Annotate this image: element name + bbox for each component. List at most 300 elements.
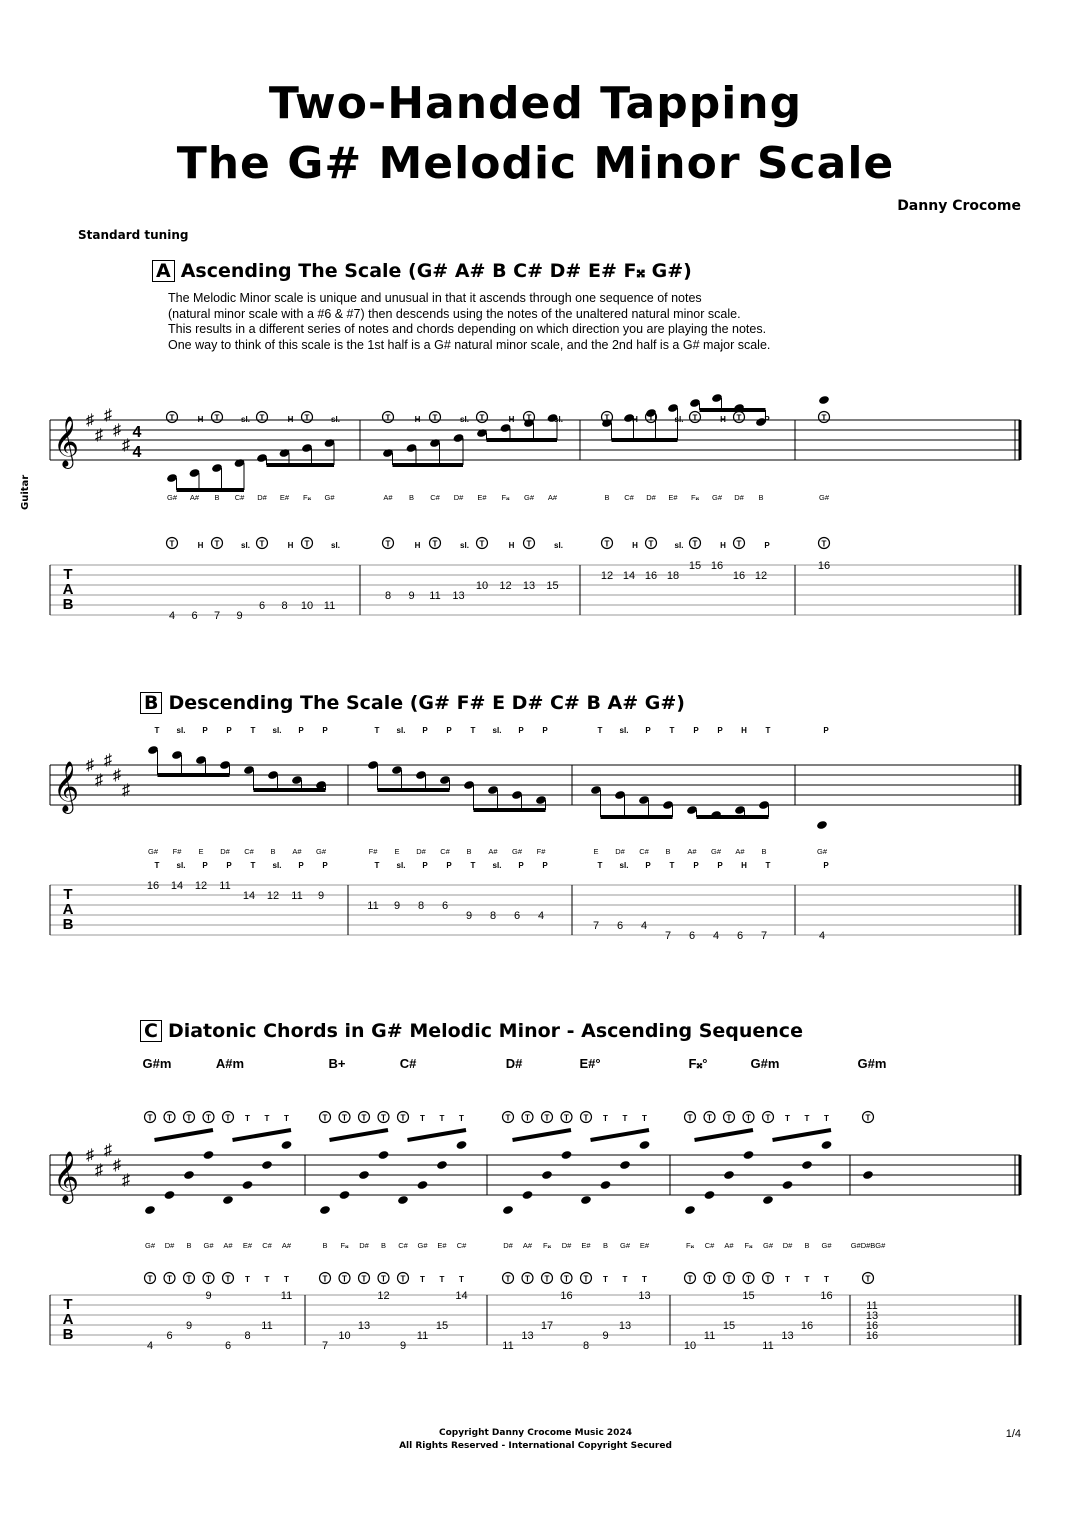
technique-label: T (284, 1275, 289, 1284)
note-name-label: F𝄪 (691, 493, 699, 502)
tab-fret-number: 16 (800, 1320, 814, 1332)
tap-icon: T (648, 539, 654, 549)
staff-b-notehead (816, 820, 828, 830)
note-name-label: G# (166, 493, 178, 502)
tap-icon: T (736, 539, 742, 549)
technique-label: T (824, 1114, 829, 1123)
technique-label: T (264, 1275, 270, 1284)
technique-label: T (374, 861, 380, 870)
staff-c-notehead (704, 1190, 716, 1200)
tab-fret-number: 6 (513, 910, 521, 922)
note-name-label: F𝄪 (744, 1241, 753, 1250)
tab-fret-number: 10 (300, 600, 314, 612)
key-sharp-icon: ♯ (122, 782, 130, 799)
staff-c-notehead (222, 1195, 234, 1205)
tab-fret-number: 6 (191, 610, 198, 622)
staff-c-notehead (639, 1140, 651, 1150)
key-sharp-icon: ♯ (95, 772, 103, 789)
staff-c-notehead (203, 1150, 215, 1160)
technique-label: T (642, 1275, 647, 1284)
note-name-label: F𝄪 (340, 1241, 349, 1250)
note-name-label: E# (581, 1241, 591, 1250)
key-sharp-icon: ♯ (113, 767, 121, 784)
note-name-label: F𝄪 (543, 1241, 551, 1250)
tap-icon: T (544, 1113, 550, 1123)
tap-icon: T (865, 1113, 871, 1123)
key-sharp-icon: ♯ (104, 1142, 112, 1159)
staff-c-notehead (397, 1195, 409, 1205)
note-name-label: D# (734, 493, 744, 502)
staff-c-notehead (723, 1170, 735, 1180)
tab-fret-number: 15 (688, 560, 702, 572)
technique-label: H (197, 415, 204, 424)
technique-label: sl. (554, 541, 563, 550)
technique-label: H (741, 861, 747, 870)
note-name-label: G#D#BG# (850, 1241, 886, 1250)
note-name-label: C# (244, 847, 254, 856)
tab-fret-number: 12 (754, 570, 768, 582)
tab-fret-number: 14 (455, 1290, 468, 1302)
key-sharp-icon: ♯ (86, 412, 94, 429)
technique-label: T (785, 1114, 790, 1123)
page-number: 1/4 (1005, 1428, 1021, 1440)
technique-label: T (245, 1114, 250, 1123)
tab-clef-letter: T (63, 566, 73, 583)
technique-label: P (422, 726, 428, 735)
tab-clef-letter: T (63, 886, 73, 903)
tab-fret-number: 6 (166, 1330, 173, 1342)
technique-label: T (597, 726, 603, 735)
description-line: One way to think of this scale is the 1st half is a G# natural minor scale, and the 2nd half is a G# major scale. (168, 337, 771, 352)
technique-label: P (693, 861, 699, 870)
tab-fret-number: 12 (377, 1290, 390, 1302)
tap-icon: T (225, 1274, 231, 1284)
note-name-label: D# (561, 1241, 572, 1250)
tab-fret-number: 7 (213, 610, 221, 622)
staff-c-notehead (801, 1160, 813, 1170)
tap-icon: T (525, 1113, 530, 1123)
description-line: This results in a different series of notes and chords depending on which direction you are playing the notes. (168, 322, 767, 336)
tab-fret-number: 16 (146, 880, 160, 892)
chord-symbol: C# (399, 1056, 417, 1071)
technique-label: T (804, 1114, 810, 1123)
chord-symbol: A#m (215, 1056, 245, 1071)
tab-fret-number: 16 (732, 570, 746, 582)
note-name-label: A# (281, 1241, 292, 1250)
note-name-label: C# (440, 847, 450, 856)
tab-fret-number: 4 (712, 930, 720, 942)
note-name-label: A# (522, 1241, 533, 1250)
note-name-label: F# (368, 847, 378, 856)
note-name-label: B (804, 1241, 810, 1250)
technique-label: P (298, 726, 304, 735)
note-name-label: C# (398, 1241, 408, 1250)
note-name-label: F# (536, 847, 546, 856)
tap-icon: T (765, 1113, 771, 1123)
tap-icon: T (322, 1274, 328, 1284)
tap-icon: T (604, 413, 610, 423)
tap-icon: T (304, 413, 310, 423)
tap-icon: T (206, 1113, 211, 1123)
tap-icon: T (304, 539, 310, 549)
tap-icon: T (526, 413, 532, 423)
staff-c-notehead (378, 1150, 390, 1160)
tab-fret-number: 16 (820, 1290, 833, 1302)
key-sharp-icon: ♯ (86, 757, 94, 774)
technique-label: H (741, 726, 747, 735)
tap-icon: T (821, 413, 827, 423)
tap-icon: T (525, 1274, 530, 1284)
technique-label: T (597, 861, 603, 870)
note-name-label: A# (735, 847, 745, 856)
tab-fret-number: 13 (357, 1320, 371, 1332)
tap-icon: T (385, 413, 391, 423)
technique-label: P (202, 726, 208, 735)
tap-icon: T (564, 1113, 569, 1123)
tab-fret-number: 11 (280, 1290, 293, 1302)
technique-label: T (603, 1275, 608, 1284)
staff-c-notehead (436, 1160, 448, 1170)
technique-label: T (824, 1275, 829, 1284)
note-name-label: D# (220, 847, 230, 856)
note-name-label: C# (234, 493, 245, 502)
technique-label: P (202, 861, 208, 870)
tab-fret-number: 12 (266, 890, 280, 902)
tap-icon: T (385, 539, 391, 549)
tap-icon: T (604, 539, 610, 549)
tab-fret-number: 6 (441, 900, 449, 912)
time-signature-top: 4 (132, 424, 142, 441)
technique-label: T (470, 861, 476, 870)
note-name-label: C# (430, 493, 440, 502)
staff-c-notehead (358, 1170, 370, 1180)
tab-fret-number: 13 (452, 590, 465, 602)
note-name-label: B (322, 1241, 328, 1250)
tab-fret-number: 10 (683, 1340, 697, 1352)
note-name-label: G# (417, 1241, 428, 1250)
note-name-label: E (394, 847, 400, 856)
staff-c-beam (773, 1130, 832, 1140)
tab-fret-number: 15 (435, 1320, 449, 1332)
tab-fret-number: 16 (644, 570, 658, 582)
note-name-label: A# (724, 1241, 734, 1250)
tab-fret-number: 14 (170, 880, 184, 892)
tab-fret-number: 11 (502, 1340, 514, 1352)
technique-label: sl. (460, 415, 469, 424)
tab-fret-number: 4 (168, 610, 176, 622)
tab-fret-number: 11 (866, 1300, 878, 1312)
technique-label: T (785, 1275, 790, 1284)
tab-fret-number: 7 (760, 930, 768, 942)
technique-label: T (669, 861, 675, 870)
technique-label: sl. (619, 726, 629, 735)
note-name-label: G# (511, 847, 523, 856)
technique-label: sl. (674, 415, 684, 424)
chord-symbol: D# (505, 1056, 523, 1071)
key-sharp-icon: ♯ (95, 427, 103, 444)
technique-label: P (717, 726, 723, 735)
technique-label: T (603, 1114, 608, 1123)
tab-clef-letter: A (62, 1311, 74, 1328)
chord-symbol: G#m (750, 1056, 780, 1071)
note-name-label: E (593, 847, 599, 856)
tab-fret-number: 7 (321, 1340, 329, 1352)
tap-icon: T (544, 1274, 550, 1284)
note-name-label: G# (762, 1241, 774, 1250)
tab-fret-number: 14 (622, 570, 636, 582)
tap-icon: T (186, 1113, 192, 1123)
note-name-label: C# (704, 1241, 715, 1250)
title-line-2: The G# Melodic Minor Scale (176, 138, 895, 189)
composer: Danny Crocome (897, 198, 1021, 214)
tap-icon: T (726, 1274, 732, 1284)
technique-label: H (632, 541, 638, 550)
staff-c-notehead (242, 1180, 254, 1190)
tab-fret-number: 13 (781, 1330, 794, 1342)
note-name-label: D# (646, 493, 656, 502)
tab-fret-number: 12 (194, 880, 208, 892)
staff-c-notehead (862, 1170, 874, 1180)
staff-c-notehead (281, 1140, 293, 1150)
tab-fret-number: 13 (522, 580, 536, 592)
note-name-label: B (758, 493, 764, 502)
technique-label: sl. (619, 861, 629, 870)
note-name-label: G# (619, 1241, 631, 1250)
note-name-label: A# (292, 847, 302, 856)
tab-fret-number: 4 (146, 1340, 154, 1352)
technique-label: P (422, 861, 428, 870)
technique-label: H (508, 415, 515, 424)
tap-icon: T (707, 1274, 712, 1284)
tab-fret-number: 16 (560, 1290, 573, 1302)
technique-label: sl. (241, 541, 250, 550)
staff-c-notehead (600, 1180, 612, 1190)
tab-fret-number: 16 (865, 1330, 879, 1342)
tap-icon: T (167, 1274, 172, 1284)
note-name-label: A# (488, 847, 498, 856)
tab-fret-number: 8 (244, 1330, 251, 1342)
technique-label: P (764, 415, 770, 424)
section-c-title: Diatonic Chords in G# Melodic Minor - Ascending Sequence (167, 1020, 803, 1042)
technique-label: T (439, 1275, 445, 1284)
tab-clef-letter: A (62, 581, 74, 598)
note-name-label: F𝄪 (501, 493, 510, 502)
staff-c-notehead (743, 1150, 755, 1160)
tap-icon: T (147, 1113, 153, 1123)
tap-icon: T (583, 1113, 589, 1123)
staff-c-beam (591, 1130, 650, 1140)
note-name-label: D# (416, 847, 426, 856)
technique-label: P (645, 726, 651, 735)
note-name-label: G# (315, 847, 327, 856)
tab-fret-number: 15 (546, 580, 559, 592)
note-name-label: B (270, 847, 276, 856)
tab-fret-number: 8 (281, 600, 288, 612)
tap-icon: T (746, 1113, 751, 1123)
tab-fret-number: 4 (537, 910, 545, 922)
tab-fret-number: 8 (582, 1340, 590, 1352)
tab-fret-number: 11 (323, 600, 336, 612)
note-name-label: G# (710, 847, 722, 856)
technique-label: P (322, 726, 328, 735)
tap-icon: T (400, 1113, 406, 1123)
staff-c-notehead (619, 1160, 631, 1170)
note-name-label: E# (477, 493, 487, 502)
description-line: (natural minor scale with a #6 & #7) then descends using the notes of the unaltered natural minor scale. (168, 306, 741, 321)
tab-fret-number: 9 (465, 910, 473, 922)
tap-icon: T (169, 539, 175, 549)
description-line: The Melodic Minor scale is unique and unusual in that it ascends through one sequence of notes (168, 291, 702, 305)
technique-label: T (250, 726, 256, 735)
chord-symbol: F𝄪° (688, 1056, 708, 1071)
note-name-label: D# (257, 493, 267, 502)
staff-c-beam (408, 1130, 467, 1140)
technique-label: T (154, 861, 160, 870)
staff-c-notehead (541, 1170, 553, 1180)
staff-c-notehead (456, 1140, 468, 1150)
technique-label: P (764, 541, 770, 550)
note-name-label: G# (324, 493, 335, 502)
tap-icon: T (259, 413, 265, 423)
technique-label: P (446, 861, 452, 870)
tab-fret-number: 9 (205, 1290, 212, 1302)
copyright: Copyright Danny Crocome Music 2024 (439, 1428, 632, 1438)
tab-fret-number: 4 (640, 920, 648, 932)
tap-icon: T (342, 1274, 347, 1284)
tab-fret-number: 9 (408, 590, 415, 602)
note-name-label: A# (223, 1241, 233, 1250)
note-name-label: E# (242, 1241, 253, 1250)
tap-icon: T (746, 1274, 751, 1284)
key-sharp-icon: ♯ (104, 407, 112, 424)
tab-fret-number: 6 (258, 600, 266, 612)
tap-icon: T (381, 1274, 386, 1284)
note-name-label: G# (203, 1241, 214, 1250)
key-sharp-icon: ♯ (122, 1172, 130, 1189)
tab-fret-number: 8 (384, 590, 392, 602)
chord-symbol: G#m (142, 1056, 172, 1071)
technique-label: P (645, 861, 651, 870)
tap-icon: T (225, 1113, 231, 1123)
staff-c-beam (330, 1130, 389, 1140)
note-name-label: G# (523, 493, 535, 502)
note-name-label: G# (711, 493, 723, 502)
tap-icon: T (432, 413, 438, 423)
tap-icon: T (692, 413, 698, 423)
instrument-label: Guitar (20, 474, 31, 510)
staff-c-notehead (417, 1180, 429, 1190)
tab-fret-number: 12 (600, 570, 614, 582)
note-name-label: G# (818, 493, 830, 502)
technique-label: H (632, 415, 638, 424)
staff-c-notehead (144, 1205, 156, 1215)
chord-symbol: E#° (579, 1056, 601, 1071)
technique-label: T (284, 1114, 289, 1123)
section-a-title: Ascending The Scale (G# A# B C# D# E# F𝄪 G#) (180, 260, 692, 282)
section-b-letter: B (140, 692, 162, 714)
tab-fret-number: 13 (618, 1320, 632, 1332)
tap-icon: T (167, 1113, 172, 1123)
technique-label: P (226, 861, 232, 870)
note-name-label: B (604, 493, 610, 502)
tab-fret-number: 13 (638, 1290, 651, 1302)
tab-fret-number: 16 (817, 560, 831, 572)
rights: All Rights Reserved - International Copyright Secured (399, 1441, 672, 1451)
note-name-label: G# (144, 1241, 156, 1250)
note-name-label: D# (782, 1241, 793, 1250)
staff-c-notehead (261, 1160, 273, 1170)
technique-label: sl. (176, 861, 186, 870)
tab-clef-letter: B (62, 596, 74, 613)
staff-c-notehead (164, 1190, 176, 1200)
technique-label: T (669, 726, 675, 735)
time-signature-bottom: 4 (132, 444, 142, 461)
tap-icon: T (564, 1274, 569, 1284)
note-name-label: E# (437, 1241, 447, 1250)
tap-icon: T (865, 1274, 871, 1284)
tap-icon: T (361, 1113, 367, 1123)
note-name-label: B (186, 1241, 192, 1250)
section-b-title: Descending The Scale (G# F# E D# C# B A# G#) (168, 692, 685, 714)
tap-icon: T (526, 539, 532, 549)
tab-fret-number: 9 (317, 890, 325, 902)
key-sharp-icon: ♯ (113, 1157, 121, 1174)
tab-fret-number: 16 (865, 1320, 879, 1332)
tab-fret-number: 6 (616, 920, 624, 932)
staff-c-notehead (502, 1205, 514, 1215)
note-name-label: F𝄪 (686, 1241, 694, 1250)
technique-label: sl. (674, 541, 684, 550)
tuning: Standard tuning (78, 228, 189, 242)
technique-label: H (197, 541, 204, 550)
tap-icon: T (687, 1274, 693, 1284)
note-name-label: B (665, 847, 671, 856)
staff-c-beam (695, 1130, 754, 1140)
note-name-label: B (214, 493, 220, 502)
tap-icon: T (648, 413, 654, 423)
tab-fret-number: 11 (261, 1320, 273, 1332)
tap-icon: T (479, 539, 485, 549)
staff-c-beam (513, 1130, 572, 1140)
tab-fret-number: 9 (185, 1320, 193, 1332)
tab-fret-number: 8 (417, 900, 425, 912)
note-name-label: A# (547, 493, 558, 502)
tap-icon: T (505, 1274, 511, 1284)
note-name-label: B (602, 1241, 609, 1250)
technique-label: T (420, 1114, 425, 1123)
note-name-label: G# (147, 847, 159, 856)
technique-label: sl. (396, 861, 406, 870)
tap-icon: T (432, 539, 438, 549)
tab-fret-number: 15 (742, 1290, 755, 1302)
technique-label: sl. (331, 415, 340, 424)
technique-label: T (642, 1114, 647, 1123)
key-sharp-icon: ♯ (95, 1162, 103, 1179)
technique-label: T (245, 1275, 250, 1284)
tab-fret-number: 6 (736, 930, 744, 942)
tab-fret-number: 15 (722, 1320, 736, 1332)
treble-clef-icon: 𝄞 (52, 1152, 80, 1201)
tab-fret-number: 6 (224, 1340, 232, 1352)
tab-clef-letter: T (63, 1296, 73, 1313)
tap-icon: T (479, 413, 485, 423)
note-name-label: C# (456, 1241, 467, 1250)
tap-icon: T (214, 413, 220, 423)
tab-fret-number: 7 (592, 920, 600, 932)
tab-fret-number: 13 (521, 1330, 534, 1342)
tap-icon: T (765, 1274, 771, 1284)
tab-fret-number: 10 (475, 580, 489, 592)
